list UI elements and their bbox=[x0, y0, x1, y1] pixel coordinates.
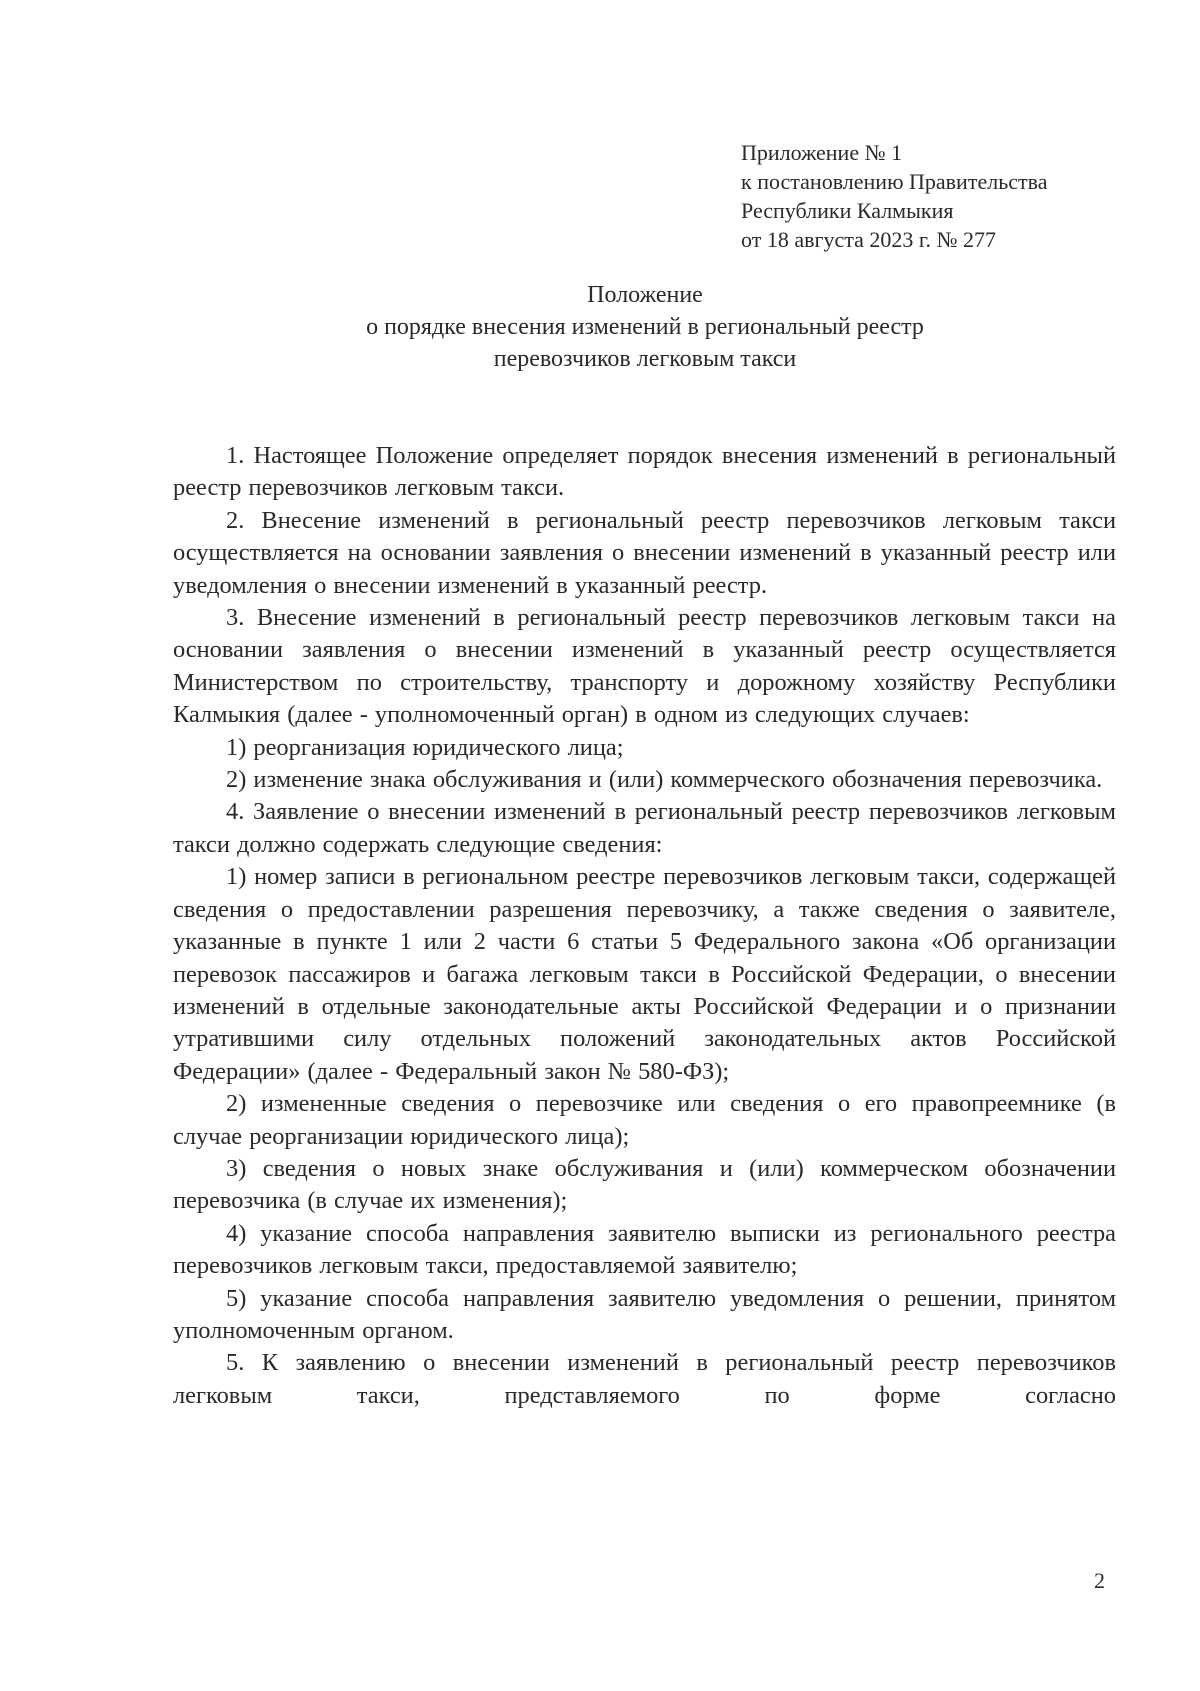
document-body bbox=[173, 440, 1116, 1412]
list-item: 1) реорганизация юридического лица; bbox=[226, 733, 624, 761]
title-line: о порядке внесения изменений в региональный реестр bbox=[366, 314, 924, 340]
list-item: 4) указание способа направления заявителю выписки из регионального реестра перевозчиков легковым такси, предоставляемой заявителю; bbox=[173, 1219, 1116, 1280]
paragraph: 1. Настоящее Положение определяет порядок внесения изменений в региональный реестр перевозчиков легковым такси. bbox=[173, 442, 1116, 502]
approval-line: от 18 августа 2023 г. № 277 bbox=[741, 227, 996, 252]
list-item: 3) сведения о новых знаке обслуживания и (или) коммерческом обозначении перевозчика (в случае их изменения); bbox=[173, 1154, 1116, 1215]
page-number: 2 bbox=[1094, 1568, 1105, 1593]
approval-line: Приложение № 1 bbox=[741, 140, 903, 165]
list-item: 2) изменение знака обслуживания и (или) коммерческого обозначения перевозчика. bbox=[226, 766, 1103, 794]
paragraph: 3. Внесение изменений в региональный реестр перевозчиков легковым такси на основании заявления о внесении изменений в указанный реестр осуществляется Министерством по строительству, транспорту и дорожному хозяйству Республики Калмыкия (далее - уполномоченный орган) в одном из следующих случаев: bbox=[173, 604, 1116, 729]
list-item: 1) номер записи в региональном реестре перевозчиков легковым такси, содержащей сведения о предоставлении разрешения перевозчику, а также сведения о заявителе, указанные в пункте 1 или 2 части 6 статьи 5 Федерального закона «Об организации перевозок пассажиров и багажа легковым такси в Российской Федерации, о внесении изменений в отдельные законодательные акты Российской Федерации и о признании утратившими силу отдельных положений законодательных актов Российской Федерации» (далее - Федеральный закон № 580-ФЗ); bbox=[173, 863, 1116, 1085]
title-line: Положение bbox=[587, 282, 703, 308]
paragraph: 5. К заявлению о внесении изменений в региональный реестр перевозчиков легковым такси, представляемого по форме согласно bbox=[173, 1349, 1116, 1409]
paragraph: 4. Заявление о внесении изменений в региональный реестр перевозчиков легковым такси должно содержать следующие сведения: bbox=[173, 798, 1116, 858]
approval-stamp bbox=[741, 138, 1047, 254]
paragraph: 2. Внесение изменений в региональный реестр перевозчиков легковым такси осуществляется на основании заявления о внесении изменений в указанный реестр или уведомления о внесении изменений в указанный реестр. bbox=[173, 506, 1116, 599]
approval-line: Республики Калмыкия bbox=[741, 198, 954, 223]
approval-line: к постановлению Правительства bbox=[741, 169, 1048, 194]
document-title bbox=[0, 279, 1200, 375]
list-item: 5) указание способа направления заявителю уведомления о решении, принятом уполномоченным органом. bbox=[173, 1284, 1116, 1344]
list-item: 2) измененные сведения о перевозчике или сведения о его правопреемнике (в случае реорганизации юридического лица); bbox=[173, 1090, 1116, 1150]
title-line: перевозчиков легковым такси bbox=[493, 346, 797, 372]
